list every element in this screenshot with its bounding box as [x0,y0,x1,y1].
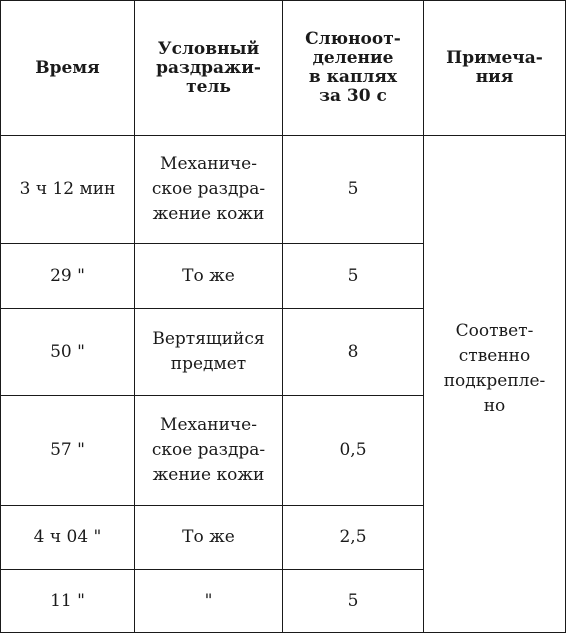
cell-saliva: 5 [283,244,424,309]
cell-saliva: 5 [283,136,424,244]
table-header-row [1,1,566,136]
cell-time: 3 ч 12 мин [1,136,135,244]
header-note: Примеча- ния [424,1,566,136]
cell-stimulus: Вертящийся предмет [135,309,283,396]
cell-time: 11 " [1,570,135,633]
table-row [1,136,566,244]
cell-saliva: 5 [283,570,424,633]
header-time: Время [1,1,135,136]
cell-time: 50 " [1,309,135,396]
cell-time: 4 ч 04 " [1,506,135,570]
cell-time: 29 " [1,244,135,309]
header-saliva: Слюноот- деление в каплях за 30 с [283,1,424,136]
cell-note: Соответ- ственно подкрепле- но [424,136,566,633]
cell-stimulus: То же [135,506,283,570]
cell-saliva: 2,5 [283,506,424,570]
cell-stimulus: То же [135,244,283,309]
cell-saliva: 8 [283,309,424,396]
header-stimulus: Условный раздражи- тель [135,1,283,136]
cell-stimulus: " [135,570,283,633]
cell-stimulus: Механиче- ское раздра- жение кожи [135,396,283,506]
cell-time: 57 " [1,396,135,506]
cell-saliva: 0,5 [283,396,424,506]
cell-stimulus: Механиче- ское раздра- жение кожи [135,136,283,244]
